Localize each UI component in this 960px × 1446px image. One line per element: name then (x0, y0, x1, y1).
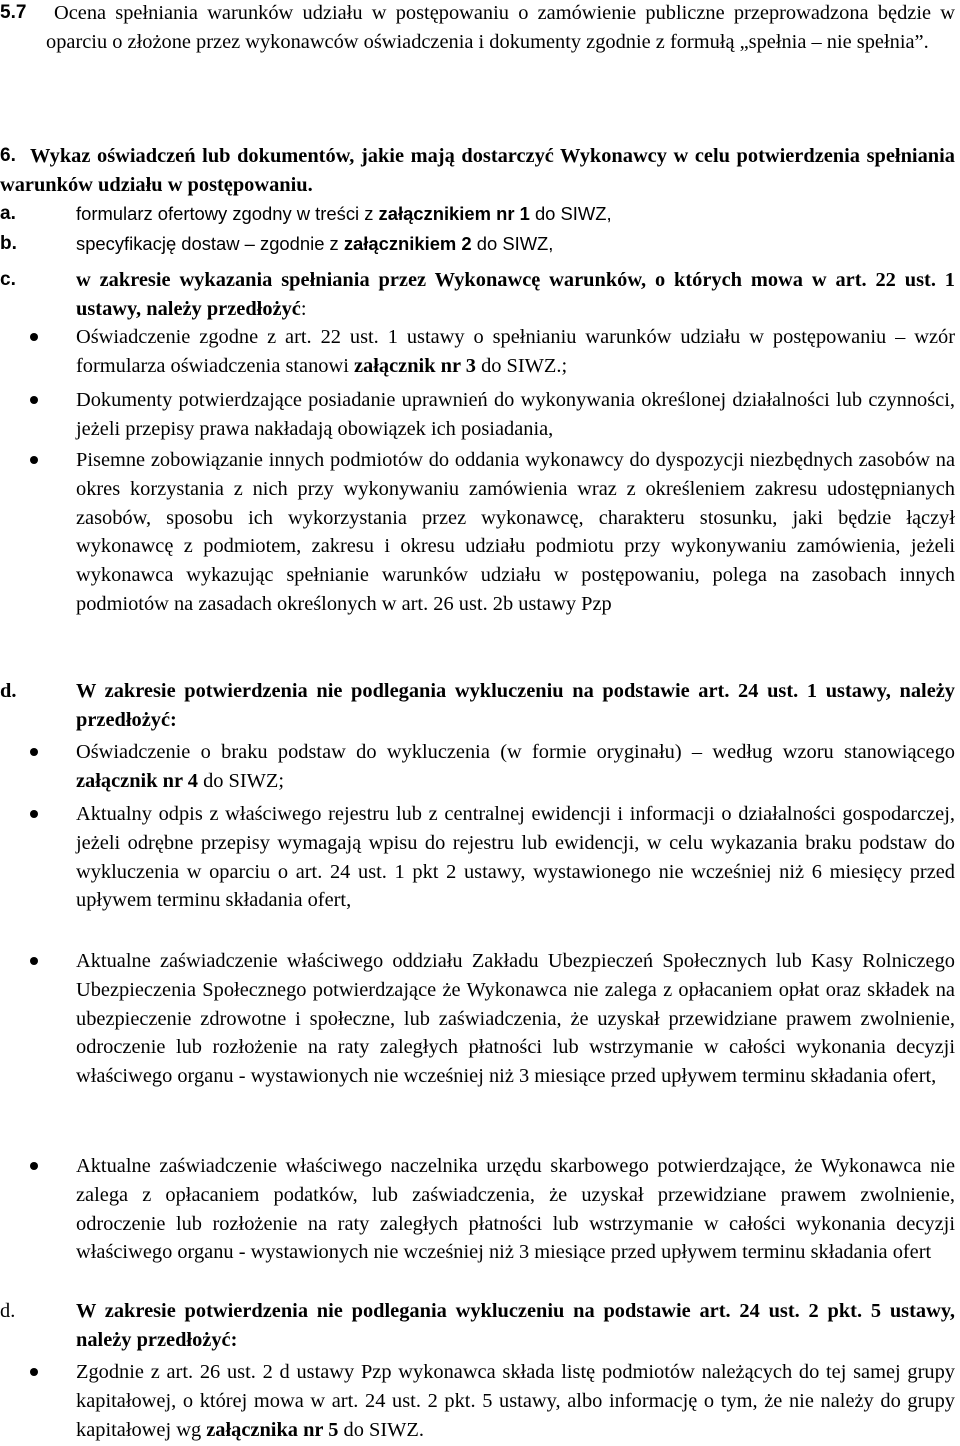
item-d-heading (76, 677, 955, 735)
section-6-heading (0, 142, 955, 200)
bullet-icon (30, 1162, 38, 1170)
list-item (76, 738, 955, 796)
list-item-ref: załącznik nr 3 (354, 354, 476, 377)
list-item-text: Dokumenty potwierdzające posiadanie uprawnień do wykonywania określonej działalności lub czynności, jeżeli przepisy prawa nakładają obowiązek ich posiadania, (76, 389, 955, 440)
item-label: a. (0, 203, 16, 224)
item-a-ref: załącznikiem nr 1 (378, 203, 530, 224)
list-item-text: Pisemne zobowiązanie innych podmiotów do oddania wykonawcy do dyspozycji niezbędnych zasobów na okres korzystania z nich przy wykonywaniu zamówienia wraz z określeniem zakresu udostępnianych zasobów, sposobu ich wykorzystania przez wykonawcę, charakteru stosunku, jaki będzie łączył wykonawcę z podmiotem, zakresu i okresu udziału podmiotu przy wykonywaniu zamówienia, jeżeli wykonawca wykazując spełnianie warunków udziału w postępowaniu, polega na zasobach innych podmiotów na zasadach określonych w art. 26 ust. 2b ustawy Pzp (76, 449, 955, 615)
list-item-tail: do SIWZ.; (475, 354, 568, 377)
list-item (76, 446, 955, 619)
list-item-text: Aktualne zaświadczenie właściwego oddziału Zakładu Ubezpieczeń Społecznych lub Kasy Rolniczego Ubezpieczenia Społecznego potwierdzające że Wykonawca nie zalega z opłacaniem opłat oraz składek na ubezpieczenie zdrowotne i społeczne, lub zaświadczenia, że uzyskał przewidziane prawem zwolnienie, odroczenie lub rozłożenie na raty zaległych płatności lub wstrzymanie w całości wykonania decyzji właściwego organu - wystawionych nie wcześniej niż 3 miesiące przed upływem terminu składania ofert, (76, 950, 955, 1088)
list-item-ref: załącznik nr 4 (76, 769, 198, 792)
bullet-icon (30, 748, 38, 756)
section-number: 6. (0, 145, 16, 166)
item-b-tail: do SIWZ, (471, 233, 554, 254)
bullet-icon (30, 1368, 38, 1376)
bullet-icon (30, 957, 38, 965)
bullet-icon (30, 810, 38, 818)
item-label: b. (0, 233, 17, 254)
item-c (76, 266, 955, 324)
item-b-ref: załącznikiem 2 (343, 233, 472, 254)
bullet-icon (30, 456, 38, 464)
item-a-text: formularz ofertowy zgodny w treści z (76, 203, 379, 224)
list-item (76, 1152, 955, 1267)
section-5-7-content: Ocena spełniania warunków udziału w postępowaniu o zamówienie publiczne przeprowadzona będzie w oparciu o złożone przez wykonawców oświadczenia i dokumenty zgodnie z formułą „spełnia – nie spełnia”. (46, 2, 955, 53)
item-d-text: W zakresie potwierdzenia nie podlegania wykluczeniu na podstawie art. 24 ust. 1 ustawy, należy przedłożyć: (76, 680, 955, 731)
list-item-text: Oświadczenie zgodne z art. 22 ust. 1 ustawy o spełnianiu warunków udziału w postępowaniu – wzór formularza oświadczenia stanowi (76, 326, 955, 377)
section-6-content: Wykaz oświadczeń lub dokumentów, jakie mają dostarczyć Wykonawcy w celu potwierdzenia spełniania warunków udziału w postępowaniu. (0, 145, 955, 196)
item-label: d. (0, 680, 17, 702)
section-number: 5.7 (0, 2, 27, 23)
bullet-icon (30, 333, 38, 341)
list-item-text: Oświadczenie o braku podstaw do wykluczenia (w formie oryginału) – według wzoru stanowiącego (76, 741, 955, 763)
list-item-text: Aktualne zaświadczenie właściwego naczelnika urzędu skarbowego potwierdzające, że Wykonawca nie zalega z opłacaniem podatków, lub zaświadczenia, że uzyskał przewidziane prawem zwolnienie, odroczenie lub rozłożenie na raty zaległych płatności lub wstrzymanie w całości wykonania decyzji właściwego organu - wystawionych nie wcześniej niż 3 miesiące przed upływem terminu składania ofert (76, 1155, 955, 1264)
item-label: d. (0, 1300, 16, 1322)
list-item (76, 800, 955, 915)
list-item-tail: do SIWZ. (338, 1418, 424, 1441)
list-item (76, 386, 955, 444)
item-b-text: specyfikację dostaw – zgodnie z (76, 233, 344, 254)
list-item-text: Zgodnie z art. 26 ust. 2 d ustawy Pzp wykonawca składa listę podmiotów należących do tej samej grupy kapitałowej, o której mowa w art. 24 ust. 2 pkt. 5 ustawy, albo informację o tym, że nie należy do grupy kapitałowej wg (76, 1361, 955, 1441)
item-label: c. (0, 269, 16, 290)
list-item-tail: do SIWZ; (197, 769, 285, 792)
list-item (76, 323, 955, 381)
list-item-ref: załącznika nr 5 (206, 1418, 339, 1441)
section-5-7-text (46, 0, 955, 57)
item-d2-text: W zakresie potwierdzenia nie podlegania wykluczeniu na podstawie art. 24 ust. 2 pkt. 5 ustawy, należy przedłożyć: (76, 1300, 955, 1351)
item-b (76, 230, 955, 259)
item-c-colon: : (300, 297, 307, 320)
bullet-icon (30, 396, 38, 404)
item-d2-heading (76, 1297, 955, 1355)
list-item (76, 947, 955, 1091)
item-a-tail: do SIWZ, (529, 203, 612, 224)
list-item-text: Aktualny odpis z właściwego rejestru lub z centralnej ewidencji i informacji o działalności gospodarczej, jeżeli odrębne przepisy wymagają wpisu do rejestru lub ewidencji, w celu wykazania braku podstaw do wykluczenia w oparciu o art. 24 ust. 1 pkt 2 ustawy, wystawionego nie wcześniej niż 6 miesięcy przed upływem terminu składania ofert, (76, 803, 955, 912)
item-a (76, 200, 955, 229)
list-item (76, 1358, 955, 1444)
item-c-text: w zakresie wykazania spełniania przez Wykonawcę warunków, o których mowa w art. 22 ust. 1 ustawy, należy przedłożyć (76, 269, 955, 320)
